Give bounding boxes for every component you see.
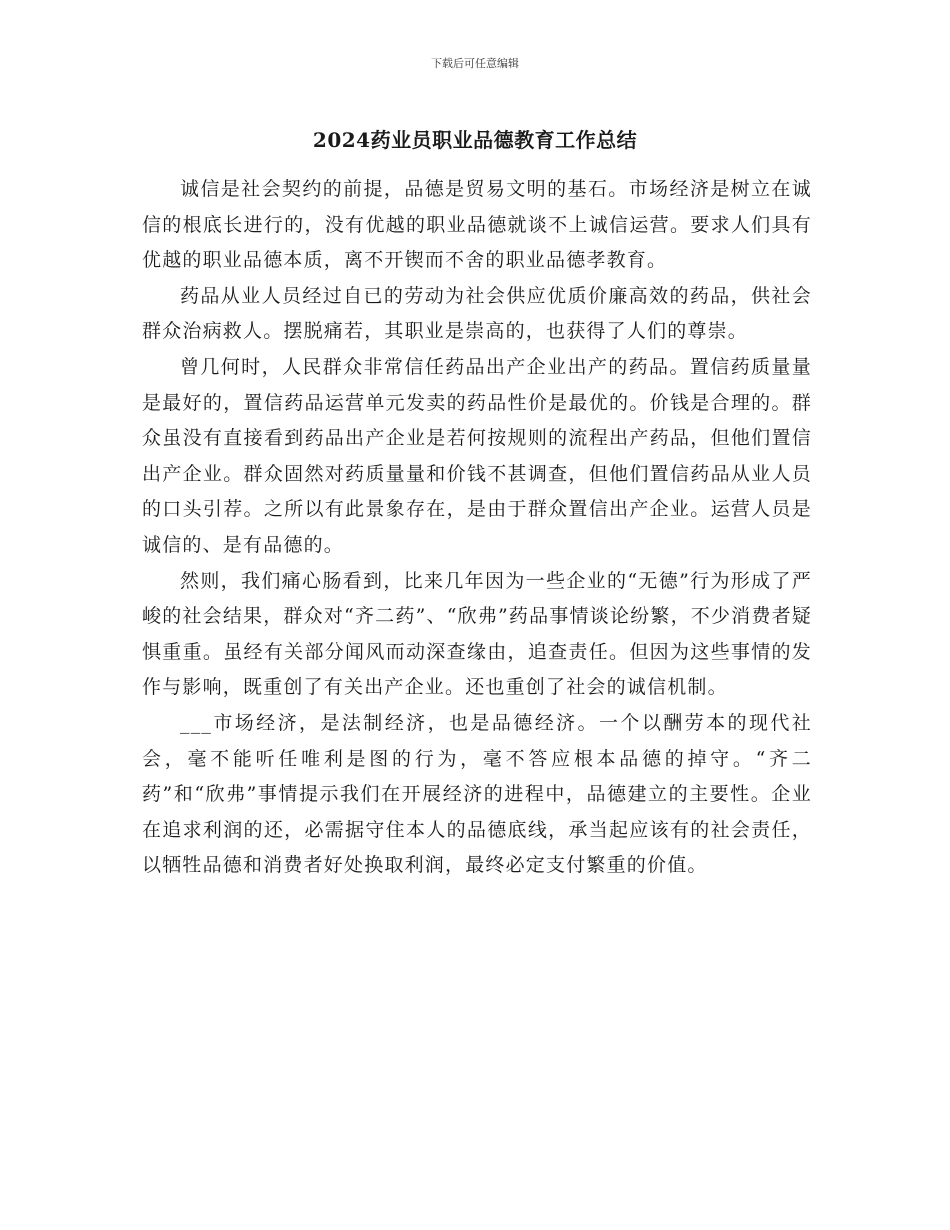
header-note: 下载后可任意编辑 [431,57,519,70]
paragraph-5: ___市场经济，是法制经济，也是品德经济。一个以酬劳本的现代社会，毫不能听任唯利是图的行为，毫不答应根本品德的掉守。“齐二药”和“欣弗”事情提示我们在开展经济的进程中，品德建立的主要性。企业在追求利润的还，必需据守住本人的品德底线，承当起应该有的社会责任，以牺牲品德和消费者好处换取利润，最终必定支付繁重的价值。 [142,711,812,877]
document-title: 2024药业员职业品德教育工作总结 [312,128,638,152]
paragraph-3: 曾几何时，人民群众非常信任药品出产企业出产的药品。置信药质量量是最好的，置信药品运营单元发卖的药品性价是最优的。价钱是合理的。群众虽没有直接看到药品出产企业是若何按规则的流程出产药品，但他们置信出产企业。群众固然对药质量量和价钱不甚调查，但他们置信药品从业人员的口头引荐。之所以有此景象存在，是由于群众置信出产企业。运营人员是诚信的、是有品德的。 [142,355,812,556]
paragraph-4: 然则，我们痛心肠看到，比来几年因为一些企业的“无德”行为形成了严峻的社会结果，群众对“齐二药”、“欣弗”药品事情谈论纷繁，不少消费者疑惧重重。虽经有关部分闻风而动深查缘由，追查责任。但因为这些事情的发作与影响，既重创了有关出产企业。还也重创了社会的诚信机制。 [142,569,812,699]
paragraph-1: 诚信是社会契约的前提，品德是贸易文明的基石。市场经济是树立在诚信的根底长进行的，没有优越的职业品德就谈不上诚信运营。要求人们具有优越的职业品德本质，离不开锲而不舍的职业品德孝教育。 [142,178,812,272]
paragraph-2: 药品从业人员经过自已的劳动为社会供应优质价廉高效的药品，供社会群众治病救人。摆脱痛若，其职业是崇高的，也获得了人们的尊崇。 [142,284,812,343]
document-body [142,172,812,884]
